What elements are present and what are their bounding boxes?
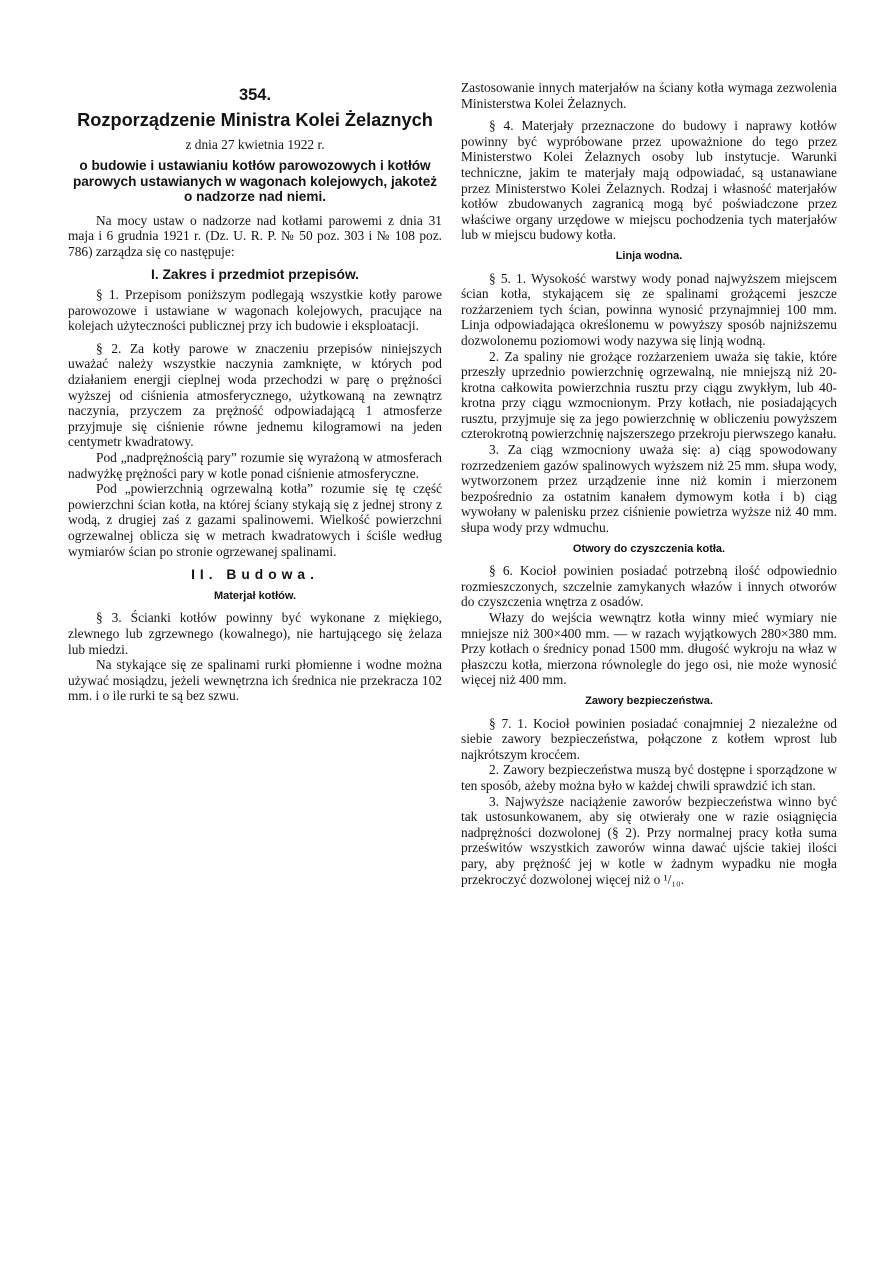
subheading-openings: Otwory do czyszczenia kotła.	[572, 542, 726, 555]
section-6-paragraph-2: Włazy do wejścia wewnątrz kotła winny mieć wymiary nie mniejsze niż 300×400 mm. — w razach wyjątkowych 280×380 mm. Przy kotłach o średnicy ponad 1500 mm. długość wykroju na właz w płaszczu kotła, mierzona równolegle do jego osi, nie może wynosić więcej niż 400 mm.	[461, 610, 837, 688]
document-subject: o budowie i ustawianiu kotłów parowozowych i kotłów parowych ustawianych w wagonach kolejowych, jakoteż o nadzorze nad niemi.	[72, 158, 438, 205]
subheading-valves: Zawory bezpieczeństwa.	[585, 694, 713, 707]
section-3-paragraph-3: Zastosowanie innych materjałów na ściany kotła wymaga zezwolenia Ministerstwa Kolei Żelaznych.	[461, 80, 837, 111]
section-7-paragraph-2: 2. Zawory bezpieczeństwa muszą być dostępne i sporządzone w ten sposób, ażeby można było w każdej chwili sprawdzić ich stan.	[461, 762, 837, 793]
document-title: Rozporządzenie Ministra Kolei Żelaznych	[77, 109, 433, 130]
section-5-paragraph-2: 2. Za spaliny nie grożące rozżarzeniem uważa się takie, które przeszły uprzednio powierzchnię ogrzewalną, nie mniejszą niż 20-krotna całkowita powierzchnia rusztu przy ciągu zwykłym, lub 40-krotna przy ciągu wzmocnionym. Przy kotłach, nie posiadających rusztu, przyjmuje się za jego powierzchnię w obliczeniu powyższem czterokrotną powierzchnię najszerszego przekroju pierwszego kanału.	[461, 348, 837, 442]
section-6-paragraph-1: § 6. Kocioł powinien posiadać potrzebną ilość odpowiednio rozmieszczonych, szczelnie zamykanych włazów i innych otworów do czyszczenia wnętrza z osadów.	[461, 563, 837, 610]
right-column	[461, 80, 837, 887]
section-2-paragraph-1: § 2. Za kotły parowe w znaczeniu przepisów niniejszych uważać należy wszystkie naczynia zamknięte, w których pod działaniem energji cieplnej woda przechodzi w parę o prężności wyższej od ciśnienia atmosferycznego, użytkowaną na zewnątrz naczynia, przyczem za prężność odpowiadającą 1 atmosferze przyjmuje się ciśnienie równe jednemu kilogramowi na jeden centymetr kwadratowy.	[68, 340, 442, 450]
section-4: § 4. Materjały przeznaczone do budowy i naprawy kotłów powinny być wypróbowane przez upoważnione do tego przez Ministerstwo Kolei Żelaznych osoby lub instytucje. Warunki techniczne, jakim te materjały mają odpowiadać, są ustanawiane przez Ministerstwo Kolei Żelaznych. Rodzaj i własność materjałów kotłów zbudowanych zagranicą mogą być poświadczone przez właściwe organy urzędowe w miejscu pochodzenia tych materjałów lub w miejscu budowy kotła.	[461, 118, 837, 243]
chapter-2-title: II. Budowa.	[191, 567, 319, 583]
section-7-paragraph-3: 3. Najwyższe naciążenie zaworów bezpieczeństwa winno być tak ustosunkowanem, aby się otwierały one w razie osiągnięcia nadprężności dozwolonej (§ 2). Przy normalnej pracy kotła suma prześwitów wszystkich zaworów winna dawać ujście takiej ilości pary, aby prężność jej w kotle w żadnym wypadku nie mogła przekroczyć dozwolonej więcej niż o ¹/₁₀.	[461, 793, 837, 887]
section-2-paragraph-3: Pod „powierzchnią ogrzewalną kotła” rozumie się tę część powierzchni ścian kotła, na której ściany stykają się z jednej strony z wodą, z drugiej zaś z gazami spalinowemi. Wielkość powierzchni ogrzewalnej oblicza się w metrach kwadratowych i ściśle według wymiarów ścian po stronie ogrzewanej spalinami.	[68, 481, 442, 559]
section-5-paragraph-1: § 5. 1. Wysokość warstwy wody ponad najwyższem miejscem ścian kotła, stykającem się ze spalinami grożącemi jeszcze rozżarzeniem tych ścian, powinna wynosić przynajmniej 100 mm. Linja odpowiadająca określonemu w powyższy sposób najniższemu dozwolonemu poziomowi wody nazywa się linją wodną.	[461, 270, 837, 348]
preamble: Na mocy ustaw o nadzorze nad kotłami parowemi z dnia 31 maja i 6 grudnia 1921 r. (Dz. U. R. P. № 50 poz. 303 i № 108 poz. 786) zarządza się co następuje:	[68, 212, 442, 259]
subheading-material: Materjał kotłów.	[213, 589, 297, 602]
left-column	[68, 76, 442, 704]
section-3-paragraph-2: Na stykające się ze spalinami rurki płomienne i wodne można używać mosiądzu, jeżeli wewnętrzna ich średnica nie przekracza 102 mm. i o ile rurki te są bez szwu.	[68, 657, 442, 704]
section-2-paragraph-2: Pod „nadprężnością pary” rozumie się wyrażoną w atmosferach nadwyżkę prężności pary w kotle ponad ciśnienie atmosferyczne.	[68, 450, 442, 481]
section-3-paragraph-1: § 3. Ścianki kotłów powinny być wykonane z miękiego, zlewnego lub zgrzewnego (kowalnego), nie hartującego się żelaza lub miedzi.	[68, 610, 442, 657]
section-1: § 1. Przepisom poniższym podlegają wszystkie kotły parowe parowozowe i ustawiane w wagonach kolejowych, pracujące na kolejach użyteczności publicznej przy ich budowie i eksploatacji.	[68, 287, 442, 334]
section-5-paragraph-3: 3. Za ciąg wzmocniony uważa się: a) ciąg spowodowany rozrzedzeniem gazów spalinowych wyższem niż 25 mm. słupa wody, wytworzonem przez urządzenie inne niż komin i mierzonem bezpośrednio za ostatnim kanałem dymowym kotła i b) ciąg wywołany w palenisku przez ciśnienie powietrza wyższe niż 40 mm. słupa wody przy wdmuchu.	[461, 442, 837, 536]
document-date: z dnia 27 kwietnia 1922 r.	[185, 136, 325, 152]
section-7-paragraph-1: § 7. 1. Kocioł powinien posiadać conajmniej 2 niezależne od siebie zawory bezpieczeństwa, połączone z kotłem wprost lub najkrótszym krocćem.	[461, 715, 837, 762]
chapter-1-title: I. Zakres i przedmiot przepisów.	[150, 267, 360, 283]
subheading-waterline: Linja wodna.	[615, 249, 683, 262]
document-number: 354.	[238, 86, 272, 104]
